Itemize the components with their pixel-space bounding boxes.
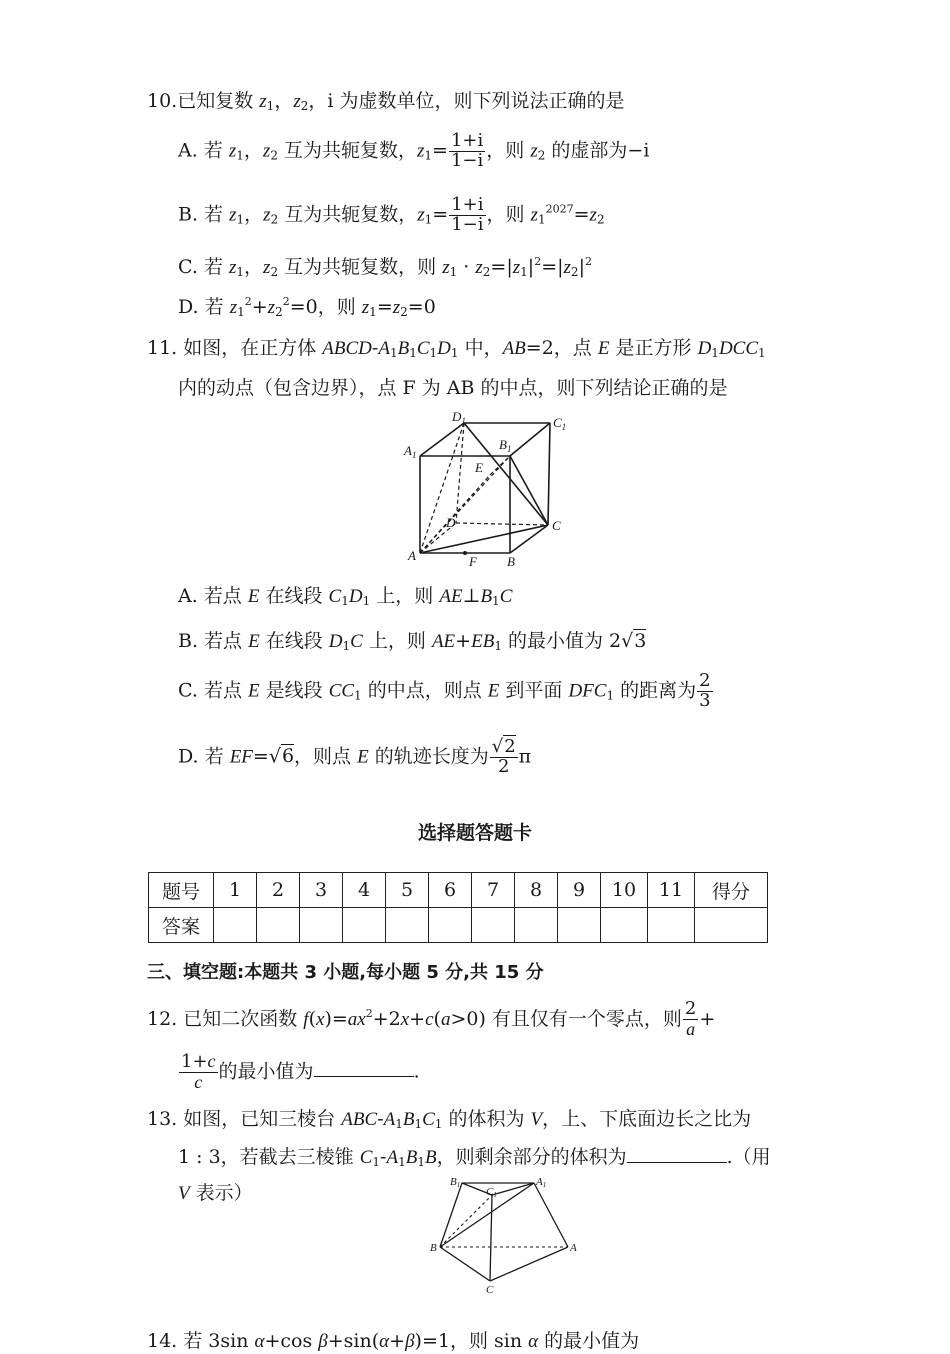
q13-line1: 13. 如图，已知三棱台 ABC-$A_1B_1C_1$ 的体积为 V，上、下底面边长之比为 (147, 1108, 752, 1131)
answer-cell[interactable] (257, 908, 300, 943)
label-c1: C1 (486, 1186, 497, 1199)
header-cell: 1 (214, 873, 257, 908)
label-a: A (570, 1242, 577, 1254)
answer-cell[interactable] (214, 908, 257, 943)
label-b: B (430, 1242, 437, 1254)
answer-label-cell: 答案 (149, 908, 214, 943)
q10-stem: 10.已知复数 $z_1$，$z_2$，i 为虚数单位，则下列说法正确的是 (147, 90, 625, 113)
q11-stem-line1: 11. 如图，在正方体 ABCD-$A_1B_1C_1D_1$ 中，AB=2，点 E 是正方形 $D_1DCC_1$ (147, 337, 766, 360)
q11-option-d: D. 若 EF=√6，则点 E 的轨迹长度为 $\frac{√2}{2}$ π (178, 736, 532, 777)
header-cell: 题号 (149, 873, 214, 908)
header-cell: 10 (601, 873, 648, 908)
header-cell: 4 (343, 873, 386, 908)
answer-cell[interactable] (343, 908, 386, 943)
label-b: B (507, 554, 515, 569)
frustum-figure (430, 1175, 580, 1300)
q11-option-c: C. 若点 E 是线段 $CC_1$ 的中点，则点 E 到平面 $DFC_1$ 的距离为 $\frac{2}{3}$ (178, 670, 711, 711)
label-e: E (475, 460, 483, 475)
label-c: C (486, 1284, 494, 1296)
q11-option-b: B. 若点 E 在线段 $D_1C$ 上，则 $AE+EB_1$ 的最小值为 2√3 (178, 630, 647, 653)
q12-line2: $\frac{1+c}{c}$ 的最小值为 . (181, 1051, 420, 1092)
q10-option-a: A. 若 $z_1$，$z_2$ 互为共轭复数，$z_1=$ $\frac{1+i}{1-i}$ ，则 $z_2$ 的虚部为−i (178, 130, 650, 171)
label-d: D (446, 515, 456, 530)
label-a: A (408, 548, 416, 563)
header-cell: 6 (429, 873, 472, 908)
label-b1: B1 (450, 1176, 461, 1189)
answer-cell[interactable] (558, 908, 601, 943)
score-cell[interactable] (695, 908, 768, 943)
section-heading: 三、填空题:本题共 3 小题,每小题 5 分,共 15 分 (147, 962, 544, 983)
q11-option-a: A. 若点 E 在线段 $C_1D_1$ 上，则 $AE\perp B_1C$ (178, 585, 513, 608)
answer-card-table (148, 872, 768, 943)
header-cell: 9 (558, 873, 601, 908)
header-cell: 5 (386, 873, 429, 908)
label-f: F (469, 554, 477, 569)
answer-cell[interactable] (472, 908, 515, 943)
answer-cell[interactable] (429, 908, 472, 943)
answer-cell[interactable] (386, 908, 429, 943)
label-a1: A1 (536, 1176, 547, 1189)
cube-figure (398, 405, 578, 570)
q13-answer-blank[interactable] (627, 1144, 727, 1163)
answer-cell[interactable] (515, 908, 558, 943)
answer-card-title: 选择题答题卡 (417, 822, 532, 844)
q13-line3: V 表示） (178, 1182, 253, 1204)
header-cell: 11 (648, 873, 695, 908)
header-cell: 3 (300, 873, 343, 908)
q12-line1: 12. 已知二次函数 $f(x)=ax^2+2x+c(a>0)$ 有且仅有一个零点，则 $\frac{2}{a}$ + (147, 998, 716, 1039)
header-cell: 2 (257, 873, 300, 908)
q10-option-d: D. 若 $z_1^2+z_2^2=0$，则 $z_1=z_2=0$ (178, 295, 436, 319)
q10-option-b: B. 若 $z_1$，$z_2$ 互为共轭复数，$z_1=$ $\frac{1+i}{1-i}$ ，则 $z_1^{2027}=z_2$ (178, 194, 605, 235)
answer-cell[interactable] (601, 908, 648, 943)
label-c: C (552, 518, 561, 533)
header-cell: 得分 (695, 873, 768, 908)
header-cell: 8 (515, 873, 558, 908)
q10-option-c: C. 若 $z_1$，$z_2$ 互为共轭复数，则 $z_1 \cdot z_2=|z_1|^2=|z_2|^2$ (178, 255, 592, 279)
q14-partial: 14. 若 3sin α+cos β+sin(α+β)=1，则 sin α 的最小值为 (147, 1330, 640, 1352)
q12-answer-blank[interactable] (314, 1058, 414, 1077)
header-cell: 7 (472, 873, 515, 908)
label-a1: $A_1$ (404, 443, 417, 460)
q13-line2: 1 : 3，若截去三棱锥 $C_1-A_1B_1B$，则剩余部分的体积为 .（用 (178, 1146, 771, 1169)
label-d1: $D_1$ (452, 409, 466, 426)
label-b1: $B_1$ (499, 437, 512, 454)
q11-stem-line2: 内的动点（包含边界），点 F 为 AB 的中点，则下列结论正确的是 (178, 377, 728, 399)
answer-cell[interactable] (648, 908, 695, 943)
answer-cell[interactable] (300, 908, 343, 943)
label-c1: $C_1$ (553, 415, 567, 432)
